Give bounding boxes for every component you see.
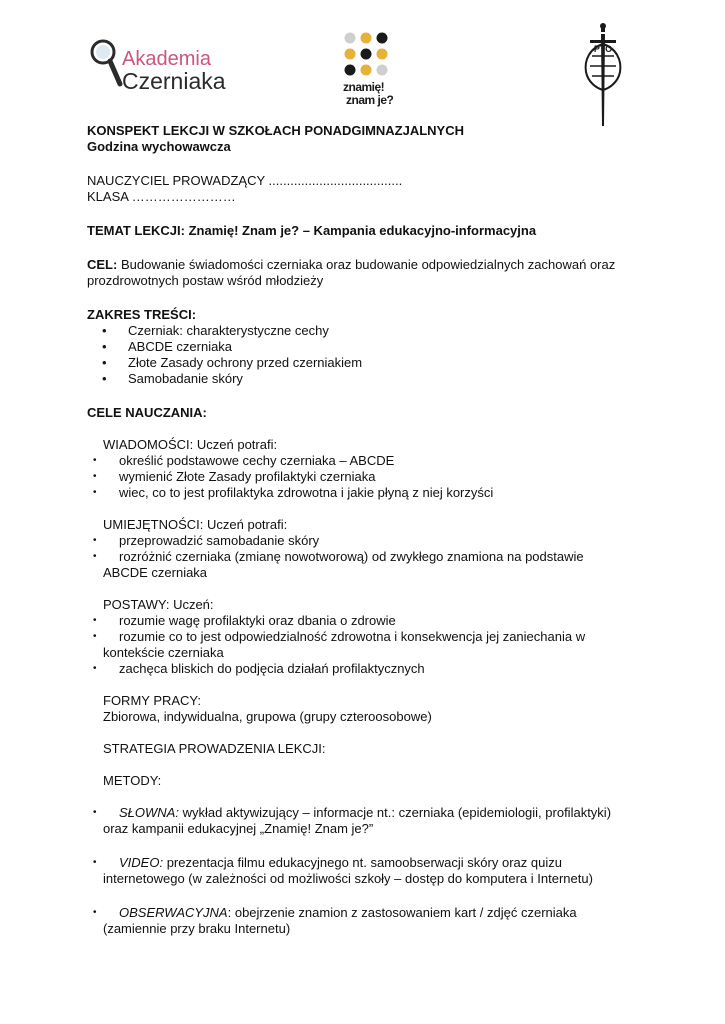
scope-list bbox=[87, 323, 647, 387]
lesson-topic: TEMAT LEKCJI: Znamię! Znam je? – Kampania edukacyjno-informacyjna bbox=[87, 223, 537, 238]
magnifier-icon bbox=[88, 38, 124, 90]
method-video bbox=[78, 855, 647, 871]
lesson-plan-document bbox=[87, 123, 647, 937]
akademia-logo-line1: Akademia bbox=[122, 48, 211, 70]
znamie-znam-je-logo bbox=[342, 30, 392, 110]
scope-heading: ZAKRES TREŚCI: bbox=[87, 307, 197, 322]
methods-label: METODY: bbox=[103, 773, 162, 788]
list-item: • wiec, co to jest profilaktyka zdrowotna i jakie płyną z niej korzyści bbox=[78, 485, 647, 501]
lesson-goal bbox=[87, 257, 647, 289]
skills-label: UMIEJĘTNOŚCI: Uczeń potrafi: bbox=[103, 517, 288, 532]
forms-label: FORMY PRACY: bbox=[103, 693, 202, 708]
pto-logo-text: PTO bbox=[593, 44, 613, 54]
method-spoken bbox=[78, 805, 647, 821]
strategy-label: STRATEGIA PROWADZENIA LEKCJI: bbox=[103, 741, 326, 756]
method-video-name: VIDEO: bbox=[119, 855, 164, 870]
teacher-field: NAUCZYCIEL PROWADZĄCY ..................................... bbox=[87, 173, 403, 188]
goal-text: Budowanie świadomości czerniaka oraz budowanie odpowiedzialnych zachowań oraz prozdrowotnych postaw wśród młodzieży bbox=[87, 257, 616, 288]
list-item: • wymienić Złote Zasady profilaktyki czerniaka bbox=[78, 469, 647, 485]
attitudes-label: POSTAWY: Uczeń: bbox=[103, 597, 214, 612]
method-video-text: prezentacja filmu edukacyjnego nt. samoobserwacji skóry oraz quizu bbox=[163, 855, 562, 870]
pto-logo bbox=[582, 22, 624, 128]
list-item: • przeprowadzić samobadanie skóry bbox=[78, 533, 647, 549]
method-observation-name: OBSERWACYJNA bbox=[119, 905, 228, 920]
list-item: • Samobadanie skóry bbox=[87, 371, 647, 387]
list-item: • określić podstawowe cechy czerniaka – ABCDE bbox=[78, 453, 647, 469]
goal-label: CEL: bbox=[87, 257, 118, 272]
method-observation bbox=[78, 905, 647, 921]
method-spoken-name: SŁOWNA: bbox=[119, 805, 179, 820]
skills-continuation: ABCDE czerniaka bbox=[103, 565, 208, 580]
list-item: • rozumie co to jest odpowiedzialność zdrowotna i konsekwencja jej zaniechania w bbox=[78, 629, 647, 645]
document-subtitle: Godzina wychowawcza bbox=[87, 139, 231, 154]
list-item: • rozumie wagę profilaktyki oraz dbania o zdrowie bbox=[78, 613, 647, 629]
dots-grid-icon bbox=[342, 30, 390, 78]
forms-text: Zbiorowa, indywidualna, grupowa (grupy czteroosobowe) bbox=[103, 709, 432, 724]
method-spoken-text: wykład aktywizujący – informacje nt.: czerniaka (epidemiologii, profilaktyki) bbox=[178, 805, 612, 820]
method-observation-continuation: (zamiennie przy braku Internetu) bbox=[103, 921, 291, 936]
method-spoken-continuation: oraz kampanii edukacyjnej „Znamię! Znam je?” bbox=[103, 821, 374, 836]
list-item: • rozróżnić czerniaka (zmianę nowotworową) od zwykłego znamiona na podstawie bbox=[78, 549, 647, 565]
znamie-logo-line1: znamię! bbox=[343, 80, 385, 94]
objectives-heading: CELE NAUCZANIA: bbox=[87, 405, 207, 420]
document-title: KONSPEKT LEKCJI W SZKOŁACH PONADGIMNAZJALNYCH bbox=[87, 123, 465, 138]
method-video-continuation: internetowego (w zależności od możliwości szkoły – dostęp do komputera i Internetu) bbox=[103, 871, 593, 886]
list-item: • Czerniak: charakterystyczne cechy bbox=[87, 323, 647, 339]
znamie-logo-line2: znam je? bbox=[346, 93, 394, 107]
sword-emblem-icon bbox=[582, 22, 624, 128]
list-item: • ABCDE czerniaka bbox=[87, 339, 647, 355]
knowledge-section bbox=[87, 437, 647, 937]
akademia-logo-line2: Czerniaka bbox=[122, 68, 226, 94]
class-field: KLASA …………………… bbox=[87, 189, 236, 204]
list-item: • zachęca bliskich do podjęcia działań profilaktycznych bbox=[78, 661, 647, 677]
method-observation-text: : obejrzenie znamion z zastosowaniem kart / zdjęć czerniaka bbox=[227, 905, 577, 920]
list-item: • Złote Zasady ochrony przed czerniakiem bbox=[87, 355, 647, 371]
attitudes-continuation: kontekście czerniaka bbox=[103, 645, 224, 660]
knowledge-label: WIADOMOŚCI: Uczeń potrafi: bbox=[103, 437, 278, 452]
akademia-czerniaka-logo bbox=[88, 34, 248, 94]
